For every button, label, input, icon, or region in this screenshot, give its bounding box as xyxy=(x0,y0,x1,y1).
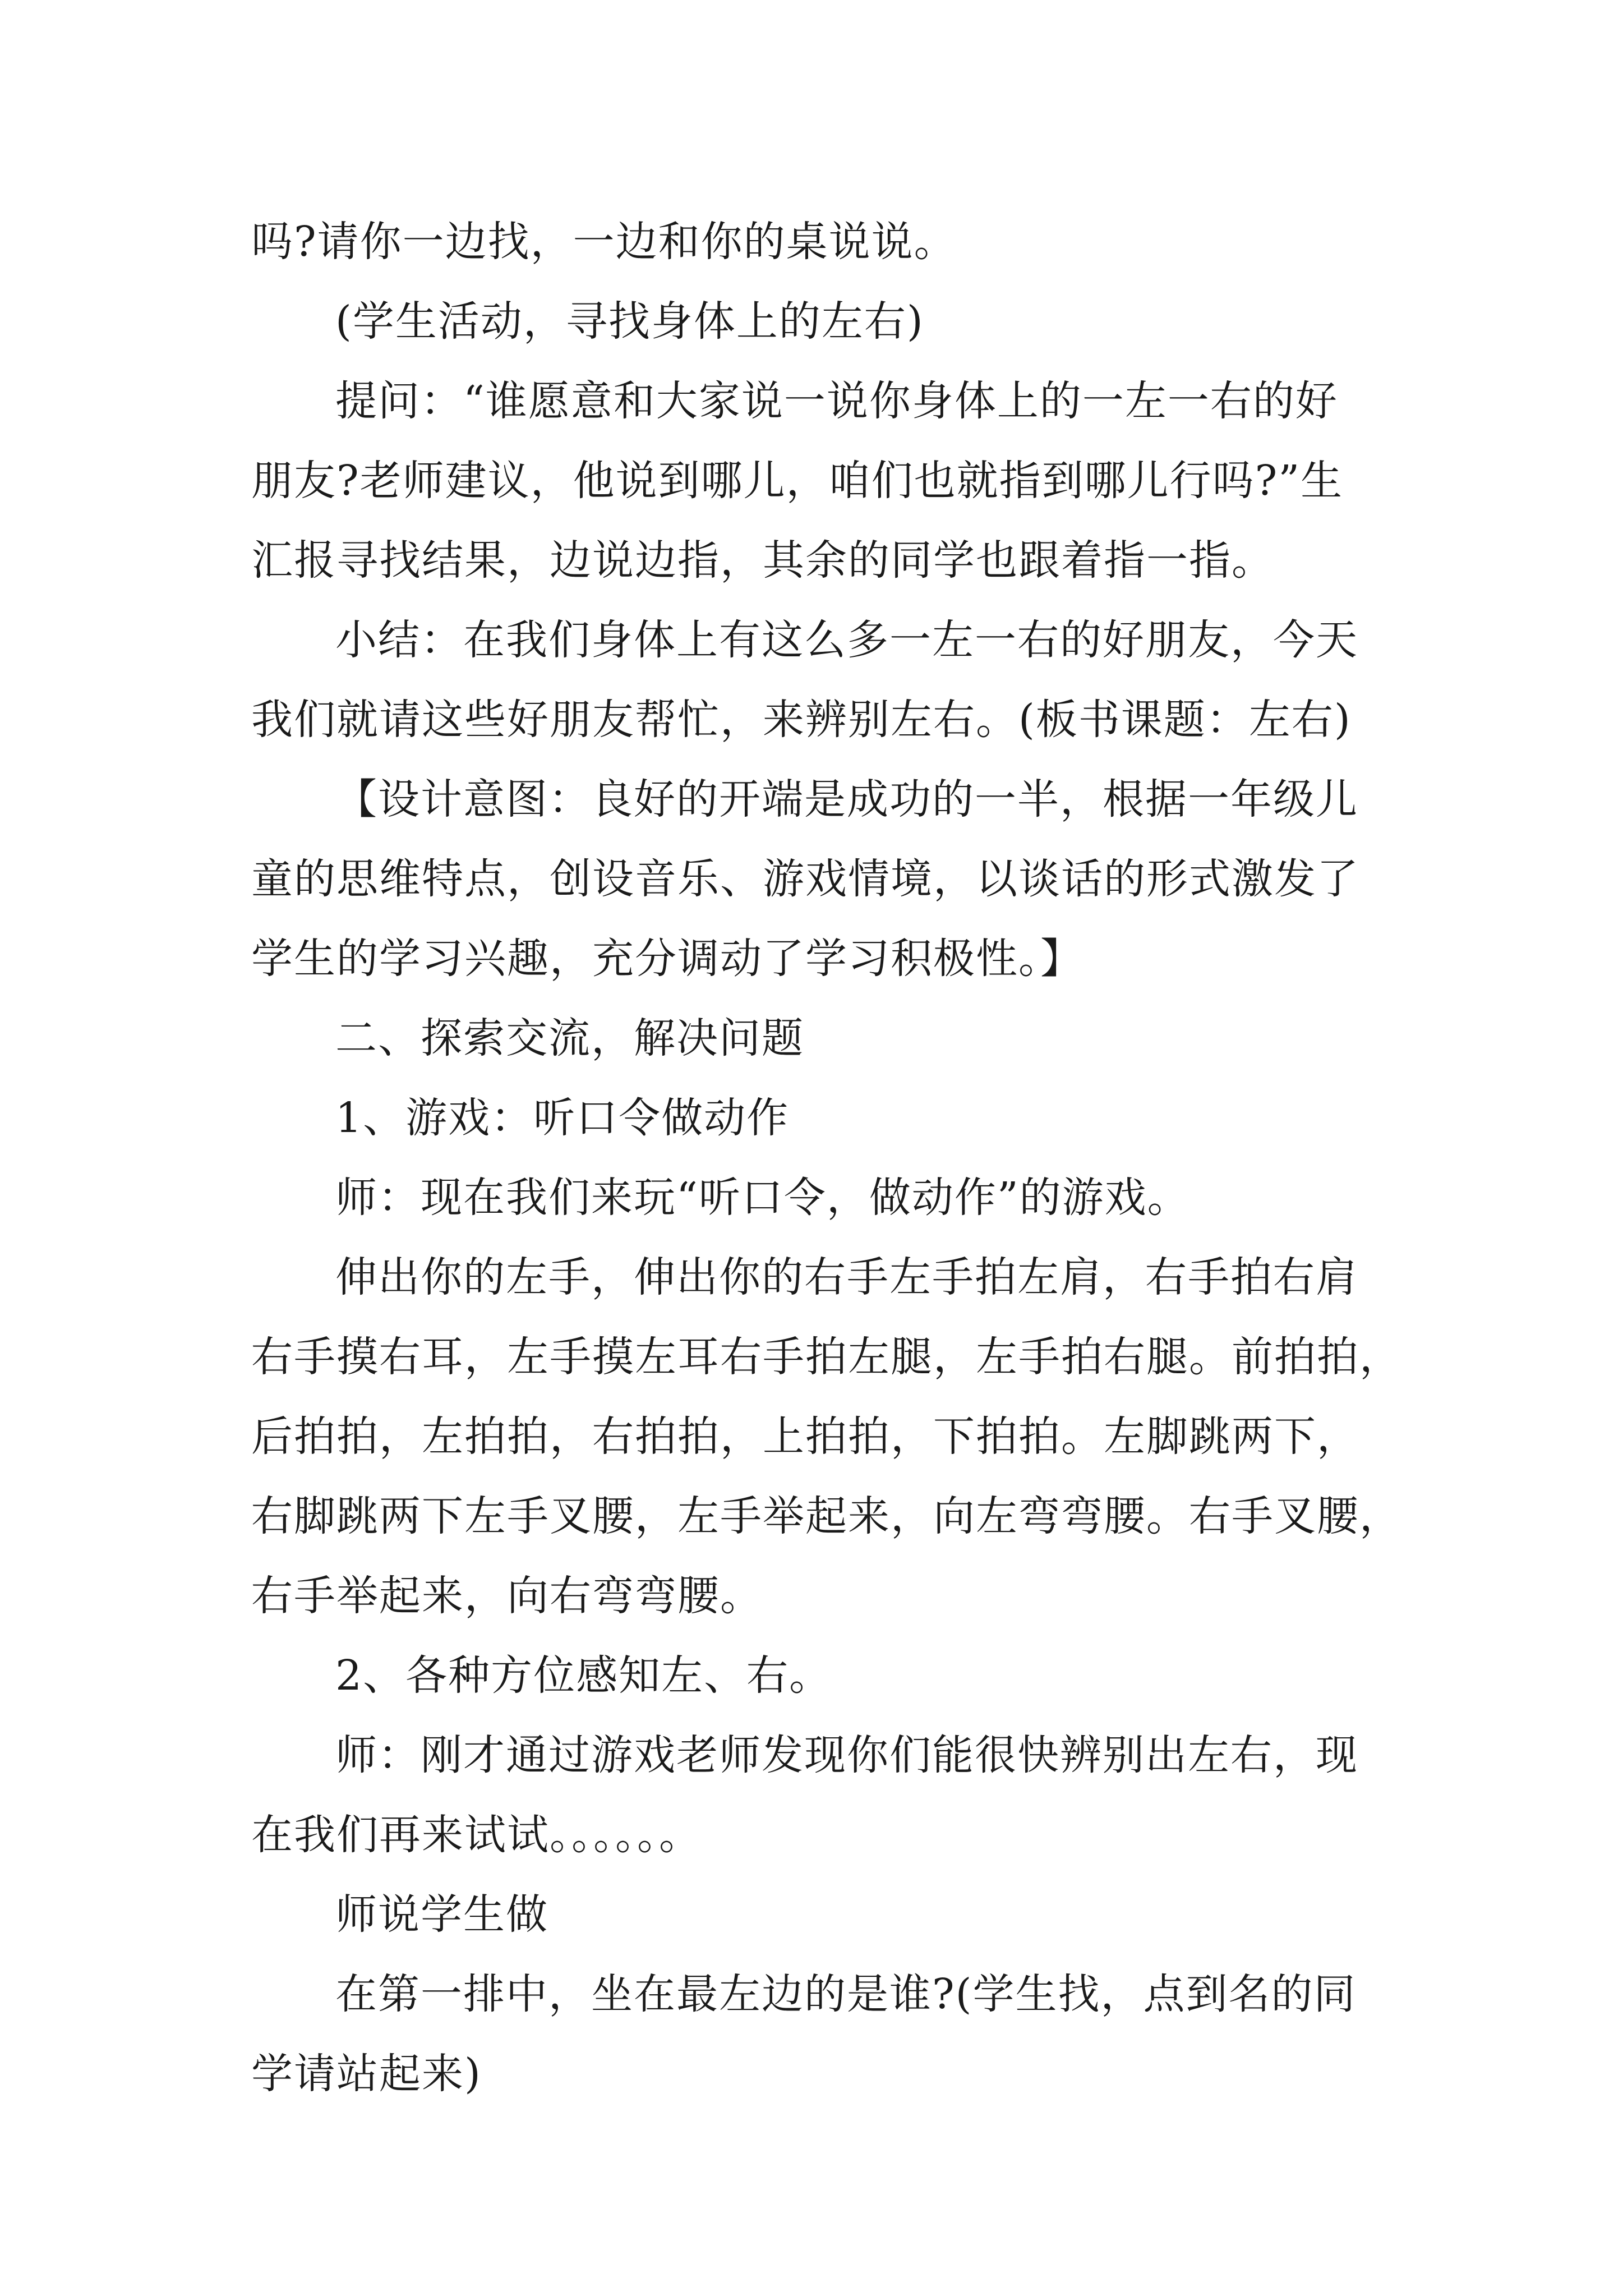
text-line: 提问：“谁愿意和大家说一说你身体上的一左一右的好 xyxy=(335,377,1338,425)
text-line: 吗?请你一边找，一边和你的桌说说。 xyxy=(251,218,957,266)
section-heading: 二、探索交流，解决问题 xyxy=(335,1014,804,1062)
paragraph xyxy=(251,999,1390,1078)
text-line: 【设计意图：良好的开端是成功的一半，根据一年级儿 xyxy=(335,775,1358,823)
text-line: 在我们再来试试。。。。。。 xyxy=(251,1811,702,1859)
text-line: 右手举起来，向右弯弯腰。 xyxy=(251,1572,763,1620)
text-line: 汇报寻找结果，边说边指，其余的同学也跟着指一指。 xyxy=(251,536,1274,585)
text-line: 朋友?老师建议，他说到哪儿，咱们也就指到哪儿行吗?”生 xyxy=(251,457,1344,505)
paragraph xyxy=(251,202,1390,282)
paragraph xyxy=(251,600,1390,760)
paragraph xyxy=(251,1875,1390,1954)
text-line: 师：现在我们来玩“听口令，做动作”的游戏。 xyxy=(335,1174,1190,1222)
text-line: 师：刚才通过游戏老师发现你们能很快辨别出左右，现 xyxy=(335,1731,1358,1779)
paragraph xyxy=(251,361,1390,600)
text-line: 小结：在我们身体上有这么多一左一右的好朋友，今天 xyxy=(335,616,1358,664)
paragraph xyxy=(251,1715,1390,1875)
paragraph xyxy=(251,1078,1390,1158)
text-line: 童的思维特点，创设音乐、游戏情境，以谈话的形式激发了 xyxy=(251,855,1359,903)
text-line: 师说学生做 xyxy=(335,1890,548,1939)
text-line: 后拍拍，左拍拍，右拍拍，上拍拍，下拍拍。左脚跳两下， xyxy=(251,1412,1359,1461)
subsection-heading: 2、各种方位感知左、右。 xyxy=(335,1651,832,1700)
text-line: 右脚跳两下左手叉腰，左手举起来，向左弯弯腰。右手叉腰， xyxy=(251,1492,1402,1540)
text-line: 学生的学习兴趣，充分调动了学习积极性。】 xyxy=(251,935,1083,983)
text-line: 在第一排中，坐在最左边的是谁?(学生找，点到名的同 xyxy=(335,1970,1357,2018)
subsection-heading: 1、游戏：听口令做动作 xyxy=(335,1094,790,1142)
document-body xyxy=(251,202,1402,2114)
text-line: (学生活动，寻找身体上的左右) xyxy=(335,297,924,346)
text-line: 右手摸右耳，左手摸左耳右手拍左腿，左手拍右腿。前拍拍， xyxy=(251,1333,1402,1381)
text-line: 伸出你的左手，伸出你的右手左手拍左肩，右手拍右肩 xyxy=(335,1253,1358,1301)
paragraph xyxy=(251,1636,1390,1715)
text-line: 我们就请这些好朋友帮忙，来辨别左右。(板书课题：左右) xyxy=(251,696,1352,744)
paragraph xyxy=(251,1237,1402,1636)
paragraph xyxy=(251,1954,1390,2114)
text-line: 学请站起来) xyxy=(251,2050,482,2098)
paragraph xyxy=(251,1158,1390,1237)
paragraph xyxy=(251,760,1390,999)
paragraph xyxy=(251,282,1390,361)
